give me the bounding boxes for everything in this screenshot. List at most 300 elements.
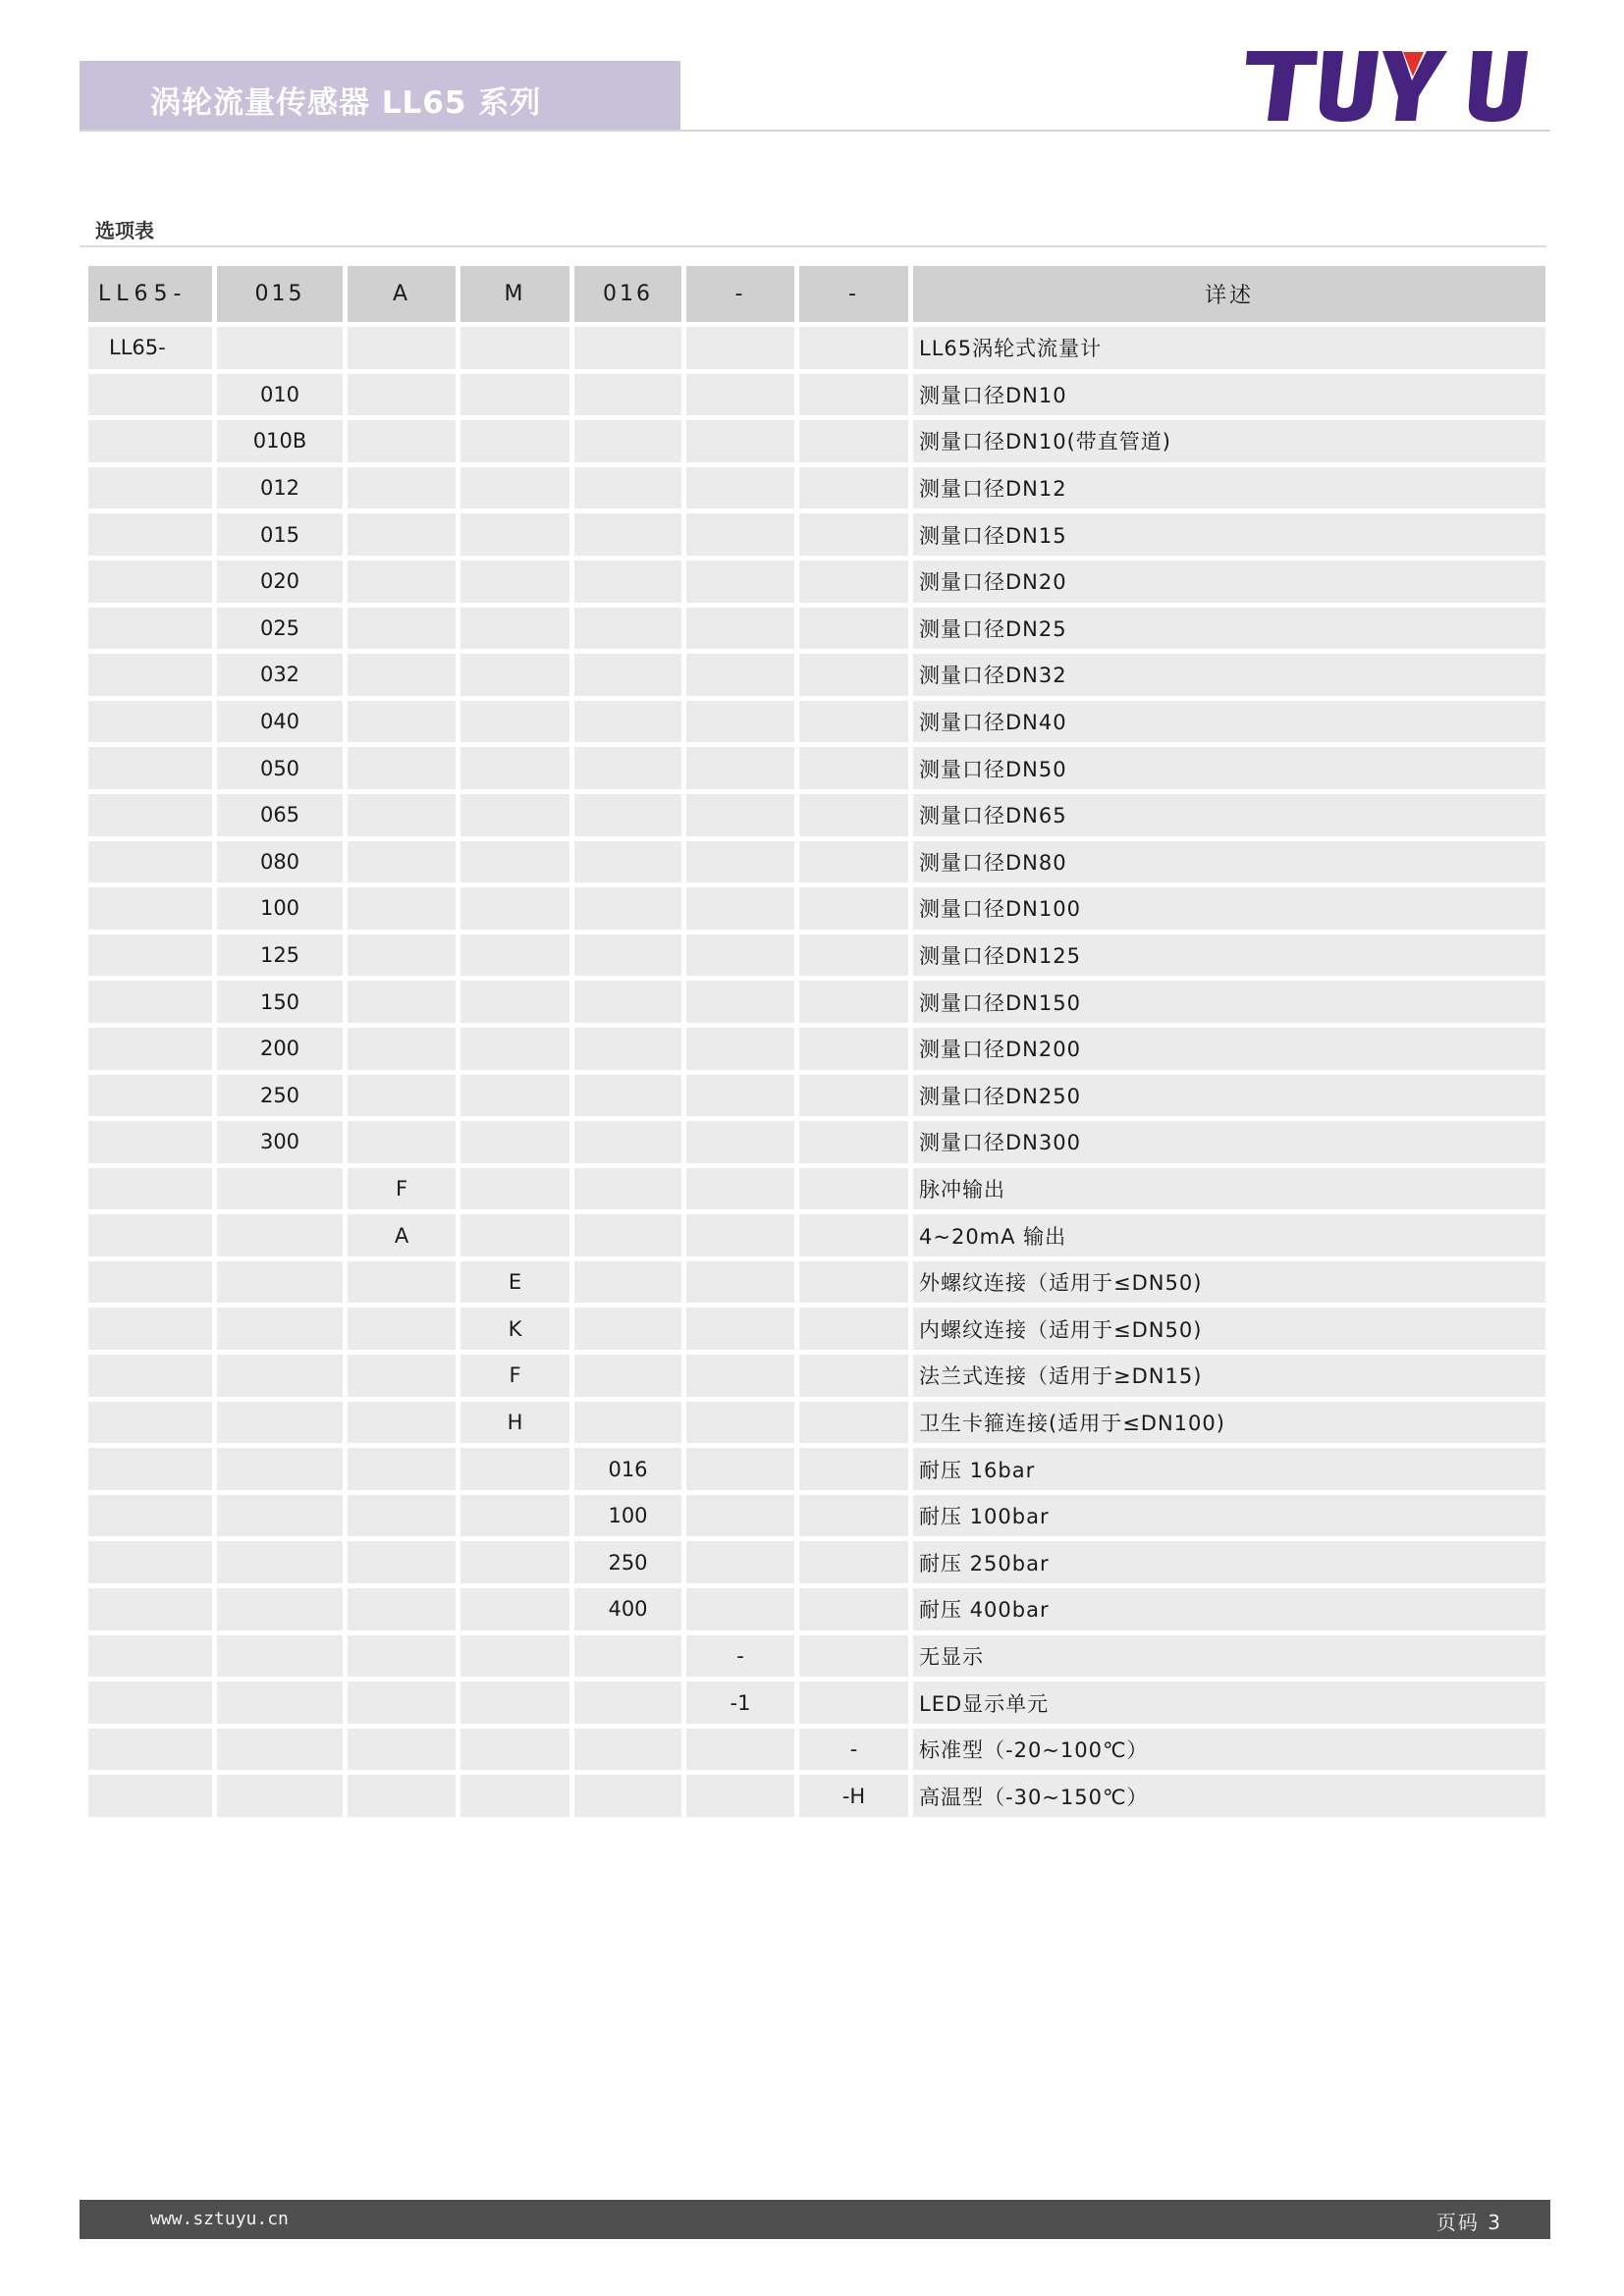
cell-description: 外螺纹连接（适用于≤DN50): [913, 1261, 1545, 1304]
table-row: [88, 747, 1545, 789]
cell-pressure: [574, 841, 681, 883]
cell-pressure: [574, 747, 681, 789]
cell-connection: [460, 934, 569, 977]
table-row: [88, 1448, 1545, 1490]
cell-description: 脉冲输出: [913, 1168, 1545, 1210]
cell-temperature: -H: [799, 1775, 908, 1817]
cell-pressure: 100: [574, 1495, 681, 1537]
cell-pressure: 016: [574, 1448, 681, 1490]
cell-output: [348, 1075, 456, 1117]
column-header-temperature: -: [799, 266, 908, 322]
cell-description: 4~20mA 输出: [913, 1214, 1545, 1256]
cell-temperature: [799, 747, 908, 789]
cell-display: [686, 981, 794, 1023]
cell-pressure: [574, 1682, 681, 1724]
cell-connection: [460, 420, 569, 462]
footer-bar: [80, 2200, 1550, 2239]
cell-size: [217, 1635, 343, 1678]
cell-output: [348, 1775, 456, 1817]
cell-connection: [460, 887, 569, 930]
cell-temperature: [799, 1448, 908, 1490]
cell-size: 012: [217, 467, 343, 509]
cell-size: [217, 1682, 343, 1724]
cell-description: 测量口径DN65: [913, 794, 1545, 836]
cell-connection: [460, 1729, 569, 1771]
cell-size: [217, 1729, 343, 1771]
cell-model: [88, 1635, 212, 1678]
cell-connection: [460, 1214, 569, 1256]
cell-pressure: [574, 981, 681, 1023]
table-row: [88, 701, 1545, 743]
cell-description: 内螺纹连接（适用于≤DN50): [913, 1308, 1545, 1350]
cell-pressure: [574, 1729, 681, 1771]
cell-size: 010B: [217, 420, 343, 462]
cell-description: 标准型（-20~100℃）: [913, 1729, 1545, 1771]
cell-temperature: [799, 467, 908, 509]
cell-size: 300: [217, 1121, 343, 1163]
table-row: [88, 1075, 1545, 1117]
cell-model: [88, 1261, 212, 1304]
cell-size: [217, 1495, 343, 1537]
cell-temperature: [799, 374, 908, 416]
cell-pressure: [574, 1168, 681, 1210]
table-row: [88, 1402, 1545, 1444]
cell-pressure: [574, 1635, 681, 1678]
cell-pressure: [574, 1402, 681, 1444]
table-row: [88, 608, 1545, 650]
cell-pressure: [574, 1261, 681, 1304]
cell-description: 测量口径DN40: [913, 701, 1545, 743]
footer-website: www.sztuyu.cn: [150, 2209, 289, 2229]
cell-model: [88, 1682, 212, 1724]
section-title: 选项表: [95, 219, 154, 242]
cell-model: [88, 1495, 212, 1537]
table-row: [88, 420, 1545, 462]
cell-display: [686, 747, 794, 789]
cell-output: [348, 1308, 456, 1350]
cell-output: [348, 794, 456, 836]
cell-output: [348, 1682, 456, 1724]
cell-size: [217, 1588, 343, 1630]
cell-model: [88, 981, 212, 1023]
cell-output: [348, 513, 456, 556]
table-row: [88, 561, 1545, 603]
cell-connection: [460, 841, 569, 883]
cell-description: 法兰式连接（适用于≥DN15): [913, 1355, 1545, 1397]
cell-connection: [460, 701, 569, 743]
cell-connection: K: [460, 1308, 569, 1350]
table-row: [88, 1635, 1545, 1678]
cell-output: [348, 1635, 456, 1678]
cell-temperature: [799, 981, 908, 1023]
cell-description: LL65涡轮式流量计: [913, 327, 1545, 369]
cell-size: [217, 327, 343, 369]
column-header-connection: M: [460, 266, 569, 322]
cell-pressure: 250: [574, 1541, 681, 1583]
cell-temperature: [799, 420, 908, 462]
cell-connection: E: [460, 1261, 569, 1304]
cell-size: [217, 1261, 343, 1304]
column-header-model: LL65-: [88, 266, 212, 322]
table-row: [88, 1495, 1545, 1537]
cell-display: [686, 1075, 794, 1117]
cell-model: [88, 420, 212, 462]
cell-output: [348, 981, 456, 1023]
cell-display: [686, 1214, 794, 1256]
cell-display: [686, 513, 794, 556]
cell-description: 测量口径DN10(带直管道): [913, 420, 1545, 462]
table-row: [88, 1121, 1545, 1163]
cell-connection: [460, 561, 569, 603]
cell-connection: [460, 654, 569, 696]
page-number: 页码 3: [1435, 2211, 1502, 2234]
table-row: [88, 1028, 1545, 1070]
cell-description: 卫生卡箍连接(适用于≤DN100): [913, 1402, 1545, 1444]
cell-model: [88, 1168, 212, 1210]
cell-temperature: [799, 1495, 908, 1537]
cell-size: [217, 1541, 343, 1583]
table-row: [88, 1588, 1545, 1630]
cell-display: [686, 934, 794, 977]
cell-pressure: [574, 374, 681, 416]
cell-display: [686, 608, 794, 650]
cell-model: [88, 887, 212, 930]
cell-display: [686, 887, 794, 930]
cell-pressure: [574, 887, 681, 930]
cell-model: [88, 1308, 212, 1350]
cell-pressure: [574, 701, 681, 743]
cell-output: [348, 608, 456, 650]
cell-display: [686, 327, 794, 369]
cell-size: 015: [217, 513, 343, 556]
cell-output: [348, 841, 456, 883]
cell-model: [88, 934, 212, 977]
cell-connection: [460, 1635, 569, 1678]
table-row: [88, 374, 1545, 416]
cell-temperature: -: [799, 1729, 908, 1771]
cell-temperature: [799, 1308, 908, 1350]
cell-output: A: [348, 1214, 456, 1256]
cell-size: [217, 1355, 343, 1397]
cell-display: [686, 1308, 794, 1350]
column-header-display: -: [686, 266, 794, 322]
cell-connection: [460, 327, 569, 369]
cell-size: [217, 1168, 343, 1210]
cell-pressure: 400: [574, 1588, 681, 1630]
cell-model: [88, 561, 212, 603]
cell-output: [348, 747, 456, 789]
cell-size: 065: [217, 794, 343, 836]
cell-pressure: [574, 608, 681, 650]
table-row: [88, 981, 1545, 1023]
table-row: [88, 934, 1545, 977]
cell-model: [88, 1729, 212, 1771]
cell-temperature: [799, 513, 908, 556]
cell-pressure: [574, 327, 681, 369]
cell-connection: [460, 794, 569, 836]
cell-description: 测量口径DN25: [913, 608, 1545, 650]
cell-display: [686, 1775, 794, 1817]
cell-connection: [460, 608, 569, 650]
cell-temperature: [799, 1402, 908, 1444]
cell-model: [88, 841, 212, 883]
cell-temperature: [799, 1355, 908, 1397]
cell-pressure: [574, 513, 681, 556]
cell-temperature: [799, 1028, 908, 1070]
cell-output: [348, 374, 456, 416]
cell-display: -1: [686, 1682, 794, 1724]
cell-description: 测量口径DN12: [913, 467, 1545, 509]
table-row: [88, 467, 1545, 509]
options-table: [83, 261, 1550, 1822]
table-row: [88, 654, 1545, 696]
cell-size: [217, 1308, 343, 1350]
cell-connection: [460, 747, 569, 789]
cell-output: [348, 1355, 456, 1397]
cell-connection: [460, 1682, 569, 1724]
cell-model: [88, 1775, 212, 1817]
cell-display: [686, 1261, 794, 1304]
cell-model: [88, 513, 212, 556]
cell-connection: [460, 374, 569, 416]
cell-connection: [460, 467, 569, 509]
cell-description: 测量口径DN10: [913, 374, 1545, 416]
cell-connection: [460, 1495, 569, 1537]
cell-model: [88, 374, 212, 416]
cell-output: [348, 1588, 456, 1630]
cell-temperature: [799, 327, 908, 369]
cell-size: 200: [217, 1028, 343, 1070]
table-row: [88, 1168, 1545, 1210]
cell-model: [88, 794, 212, 836]
cell-display: [686, 794, 794, 836]
cell-description: 测量口径DN50: [913, 747, 1545, 789]
cell-output: [348, 701, 456, 743]
cell-pressure: [574, 654, 681, 696]
cell-model: [88, 467, 212, 509]
table-header-row: [88, 266, 1545, 322]
cell-description: 测量口径DN20: [913, 561, 1545, 603]
cell-description: 无显示: [913, 1635, 1545, 1678]
cell-size: 250: [217, 1075, 343, 1117]
cell-pressure: [574, 1075, 681, 1117]
cell-temperature: [799, 1541, 908, 1583]
cell-temperature: [799, 1635, 908, 1678]
cell-description: 测量口径DN32: [913, 654, 1545, 696]
title-band: [80, 61, 680, 131]
cell-size: 032: [217, 654, 343, 696]
cell-temperature: [799, 1261, 908, 1304]
cell-connection: H: [460, 1402, 569, 1444]
cell-description: 高温型（-30~150℃）: [913, 1775, 1545, 1817]
cell-description: 耐压 250bar: [913, 1541, 1545, 1583]
cell-connection: [460, 1028, 569, 1070]
cell-output: [348, 1541, 456, 1583]
table-row: [88, 1261, 1545, 1304]
cell-size: 010: [217, 374, 343, 416]
cell-output: [348, 654, 456, 696]
cell-connection: F: [460, 1355, 569, 1397]
cell-pressure: [574, 1775, 681, 1817]
cell-model: [88, 654, 212, 696]
table-row: [88, 1775, 1545, 1817]
cell-model: [88, 1121, 212, 1163]
cell-model: [88, 1355, 212, 1397]
cell-connection: [460, 1775, 569, 1817]
cell-display: [686, 467, 794, 509]
cell-output: F: [348, 1168, 456, 1210]
cell-description: 测量口径DN125: [913, 934, 1545, 977]
cell-pressure: [574, 1214, 681, 1256]
cell-temperature: [799, 561, 908, 603]
cell-output: [348, 1121, 456, 1163]
cell-temperature: [799, 794, 908, 836]
cell-display: [686, 1402, 794, 1444]
cell-size: 025: [217, 608, 343, 650]
cell-description: 测量口径DN250: [913, 1075, 1545, 1117]
cell-temperature: [799, 887, 908, 930]
cell-temperature: [799, 1121, 908, 1163]
cell-pressure: [574, 794, 681, 836]
cell-model: [88, 747, 212, 789]
cell-temperature: [799, 1075, 908, 1117]
cell-size: [217, 1775, 343, 1817]
table-row: [88, 1541, 1545, 1583]
cell-description: 测量口径DN100: [913, 887, 1545, 930]
cell-description: 测量口径DN300: [913, 1121, 1545, 1163]
cell-display: -: [686, 1635, 794, 1678]
cell-pressure: [574, 1028, 681, 1070]
cell-temperature: [799, 608, 908, 650]
cell-description: 测量口径DN200: [913, 1028, 1545, 1070]
cell-model: [88, 1588, 212, 1630]
cell-connection: [460, 1448, 569, 1490]
table-row: [88, 794, 1545, 836]
cell-connection: [460, 981, 569, 1023]
cell-output: [348, 1448, 456, 1490]
cell-connection: [460, 1588, 569, 1630]
cell-output: [348, 467, 456, 509]
cell-display: [686, 1495, 794, 1537]
cell-display: [686, 1588, 794, 1630]
cell-size: 125: [217, 934, 343, 977]
cell-output: [348, 420, 456, 462]
cell-description: 耐压 100bar: [913, 1495, 1545, 1537]
table-row: [88, 1308, 1545, 1350]
header-divider: [80, 130, 1550, 132]
cell-display: [686, 1121, 794, 1163]
table-row: [88, 887, 1545, 930]
cell-connection: [460, 1121, 569, 1163]
cell-model: LL65-: [88, 327, 212, 369]
cell-size: 050: [217, 747, 343, 789]
cell-temperature: [799, 1682, 908, 1724]
table-row: [88, 327, 1545, 369]
cell-model: [88, 1541, 212, 1583]
cell-connection: [460, 1541, 569, 1583]
column-header-description: 详述: [913, 266, 1545, 322]
cell-connection: [460, 513, 569, 556]
cell-description: 测量口径DN150: [913, 981, 1545, 1023]
cell-pressure: [574, 934, 681, 977]
cell-model: [88, 608, 212, 650]
cell-output: [348, 1261, 456, 1304]
cell-size: 020: [217, 561, 343, 603]
table-row: [88, 1214, 1545, 1256]
cell-display: [686, 654, 794, 696]
table-row: [88, 1355, 1545, 1397]
cell-size: [217, 1214, 343, 1256]
table-row: [88, 841, 1545, 883]
cell-pressure: [574, 561, 681, 603]
table-row: [88, 513, 1545, 556]
cell-display: [686, 1168, 794, 1210]
cell-pressure: [574, 1121, 681, 1163]
cell-display: [686, 1355, 794, 1397]
cell-description: 测量口径DN15: [913, 513, 1545, 556]
cell-output: [348, 1729, 456, 1771]
cell-output: [348, 1402, 456, 1444]
cell-description: 耐压 400bar: [913, 1588, 1545, 1630]
cell-description: LED显示单元: [913, 1682, 1545, 1724]
cell-description: 耐压 16bar: [913, 1448, 1545, 1490]
cell-model: [88, 1214, 212, 1256]
column-header-size: 015: [217, 266, 343, 322]
cell-description: 测量口径DN80: [913, 841, 1545, 883]
cell-output: [348, 887, 456, 930]
cell-display: [686, 1448, 794, 1490]
cell-output: [348, 1495, 456, 1537]
cell-display: [686, 420, 794, 462]
table-row: [88, 1729, 1545, 1771]
document-title: 涡轮流量传感器 LL65 系列: [150, 85, 542, 121]
cell-model: [88, 701, 212, 743]
cell-display: [686, 1729, 794, 1771]
cell-temperature: [799, 701, 908, 743]
section-divider: [80, 245, 1546, 247]
cell-display: [686, 701, 794, 743]
table-body: [88, 327, 1545, 1817]
tuyu-logo: [1245, 49, 1551, 123]
table-row: [88, 1682, 1545, 1724]
cell-pressure: [574, 1355, 681, 1397]
cell-temperature: [799, 1168, 908, 1210]
cell-output: [348, 561, 456, 603]
cell-model: [88, 1028, 212, 1070]
cell-size: [217, 1448, 343, 1490]
cell-display: [686, 561, 794, 603]
cell-size: 150: [217, 981, 343, 1023]
cell-temperature: [799, 1588, 908, 1630]
cell-display: [686, 1541, 794, 1583]
cell-model: [88, 1402, 212, 1444]
cell-display: [686, 841, 794, 883]
cell-temperature: [799, 934, 908, 977]
cell-output: [348, 327, 456, 369]
cell-pressure: [574, 467, 681, 509]
cell-size: 080: [217, 841, 343, 883]
cell-pressure: [574, 1308, 681, 1350]
cell-model: [88, 1448, 212, 1490]
cell-size: [217, 1402, 343, 1444]
cell-temperature: [799, 1214, 908, 1256]
cell-connection: [460, 1075, 569, 1117]
cell-temperature: [799, 654, 908, 696]
column-header-output: A: [348, 266, 456, 322]
cell-model: [88, 1075, 212, 1117]
cell-size: 040: [217, 701, 343, 743]
cell-size: 100: [217, 887, 343, 930]
